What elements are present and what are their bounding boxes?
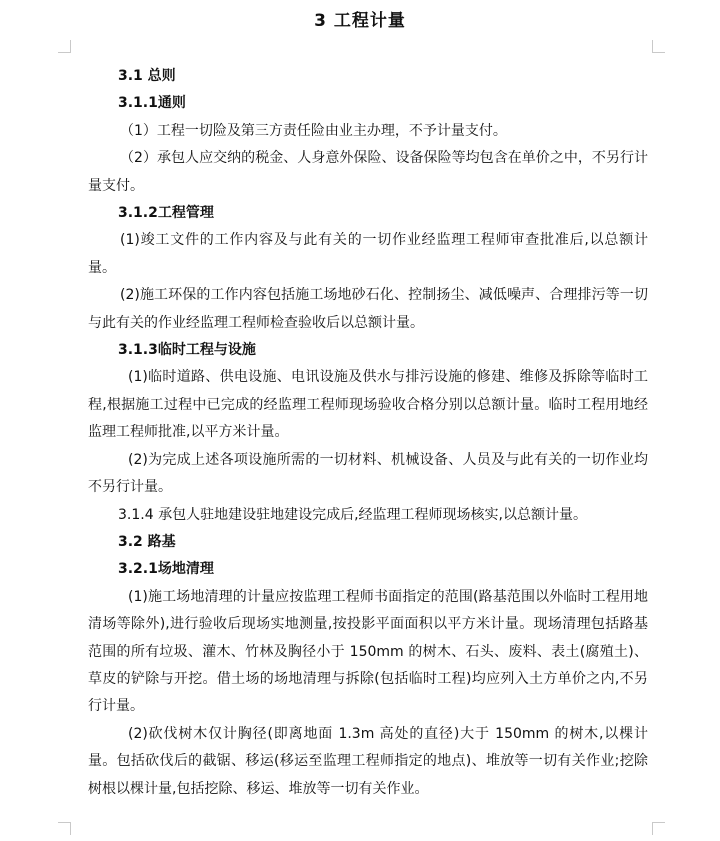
section-heading-3-1: 3.1 总则 <box>118 68 176 84</box>
page-title: 3 工程计量 <box>314 11 406 31</box>
paragraph: （2）承包人应交纳的税金、人身意外保险、设备保险等均包含在单价之中，不另行计量支付。 <box>88 150 648 194</box>
paragraph: (2)施工环保的工作内容包括施工场地砂石化、控制扬尘、减低噪声、合理排污等一切与此有关的作业经监理工程师检查验收后以总额计量。 <box>88 287 648 331</box>
margin-mark-bottom-right <box>652 822 665 835</box>
margin-mark-top-left <box>58 40 71 53</box>
subsection-heading-3-2-1: 3.2.1场地清理 <box>118 561 214 578</box>
paragraph: (2)砍伐树木仅计胸径(即离地面 1.3m 高处的直径)大于 150mm 的树木,以棵计量。包括砍伐后的截锯、移运(移运至监理工程师指定的地点)、堆放等一切有关作业;挖除树根以棵计量,包括挖除、移运、堆放等一切有关作业。 <box>88 725 648 797</box>
margin-mark-bottom-left <box>58 822 71 835</box>
paragraph: (2)为完成上述各项设施所需的一切材料、机械设备、人员及与此有关的一切作业均不另行计量。 <box>88 451 648 496</box>
document-body <box>88 63 648 803</box>
paragraph: (1)竣工文件的工作内容及与此有关的一切作业经监理工程师审查批准后,以总额计量。 <box>88 232 648 276</box>
subsection-heading-3-1-2: 3.1.2工程管理 <box>118 205 214 222</box>
margin-mark-top-right <box>652 40 665 53</box>
paragraph: (1)临时道路、供电设施、电讯设施及供水与排污设施的修建、维修及拆除等临时工程,根据施工过程中已完成的经监理工程师现场验收合格分别以总额计量。临时工程用地经监理工程师批准,以平方米计量。 <box>88 369 648 441</box>
section-heading-3-2: 3.2 路基 <box>118 533 176 550</box>
paragraph: (1)施工场地清理的计量应按监理工程师书面指定的范围(路基范围以外临时工程用地清场等除外),进行验收后现场实地测量,按投影平面面积以平方米计量。现场清理包括路基范围的所有垃圾、灌木、竹林及胸径小于 150mm 的树木、石头、废料、表土(腐殖土)、草皮的铲除与开挖。借土场的场地清理与拆除(包括临时工程)均应列入土方单价之内,不另行计量。 <box>88 588 648 715</box>
paragraph: （1）工程一切险及第三方责任险由业主办理，不予计量支付。 <box>120 122 507 139</box>
subsection-heading-3-1-3: 3.1.3临时工程与设施 <box>118 342 256 359</box>
paragraph-3-1-4: 3.1.4 承包人驻地建设驻地建设完成后,经监理工程师现场核实,以总额计量。 <box>118 506 587 523</box>
subsection-heading-3-1-1: 3.1.1通则 <box>118 95 186 112</box>
